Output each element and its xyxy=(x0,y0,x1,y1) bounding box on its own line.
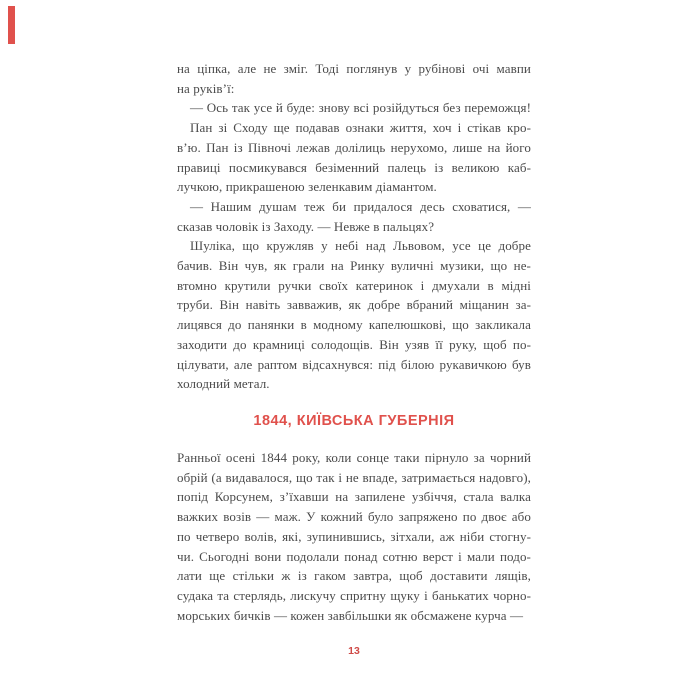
text-line: на ціпка, але не зміг. Тоді поглянув у рубінові очі мавпи xyxy=(177,61,531,76)
text-line: труби. Він навіть завважив, як добре вбраний міщанин за- xyxy=(177,297,531,313)
page-number: 13 xyxy=(348,645,360,657)
text-line: правиці посмикувався безіменний палець із великою каб- xyxy=(177,159,531,175)
text-line: бачив. Він чув, як грали на Ринку вуличні музики, що не- xyxy=(177,258,531,274)
body-text-block-1 xyxy=(177,59,531,394)
text-line: холодний метал. xyxy=(177,376,270,392)
text-line: важких возів — маж. У кожний було запряжено по двоє або xyxy=(177,509,531,525)
text-line: в’ю. Пан із Півночі лежав долілиць нерухомо, лише на його xyxy=(177,139,531,155)
text-line: чи. Сьогодні вони подолали понад сотню верст і мали подо- xyxy=(177,548,531,564)
text-line: Ранньої осені 1844 року, коли сонце таки пірнуло за чорний xyxy=(177,450,531,465)
text-line: лучкою, прикрашеною зеленкавим діамантом. xyxy=(177,179,437,195)
text-line: заходити до крамниці солодощів. Він узяв її руку, щоб по- xyxy=(177,336,531,352)
body-text-block-2 xyxy=(177,448,531,625)
chapter-marker-bar xyxy=(8,6,15,44)
text-line: на руків’ї: xyxy=(177,80,235,96)
text-line: обрій (а видавалося, що так і не впаде, затримається надовго), xyxy=(177,469,531,485)
text-line: Шуліка, що кружляв у небі над Львовом, усе це добре xyxy=(190,238,531,254)
text-line: лати ще стільки ж із гаком завтра, щоб доставити лящів, xyxy=(177,568,531,584)
text-line: сказав чоловік із Заходу. — Невже в пальцях? xyxy=(177,218,435,234)
text-line: лицявся до панянки в модному капелюшкові, що закликала xyxy=(177,317,531,333)
text-line: цілувати, але раптом відсахнувся: під білою рукавичкою був xyxy=(177,356,531,372)
text-line: втомно крутили ручки своїх катеринок і дмухали в мідні xyxy=(177,277,531,293)
text-line: морських бичків — кожен завбільшки як обсмажене курча — xyxy=(177,607,524,623)
text-line: судака та стерлядь, лискучу спритну щуку і банькатих чорно- xyxy=(177,587,531,603)
text-line: попід Корсунем, з’їхавши на запилене узбіччя, стала валка xyxy=(177,489,531,505)
section-heading: 1844, КИЇВСЬКА ГУБЕРНІЯ xyxy=(253,413,455,429)
text-line: по четверо волів, які, зупинившись, зітхали, аж ніби стогну- xyxy=(177,528,531,544)
text-line: — Нашим душам теж би придалося десь сховатися, — xyxy=(190,198,531,214)
text-line: Пан зі Сходу ще подавав ознаки життя, хоч і стікав кро- xyxy=(190,120,531,136)
text-line: — Ось так усе й буде: знову всі розійдуться без переможця! xyxy=(190,100,531,116)
